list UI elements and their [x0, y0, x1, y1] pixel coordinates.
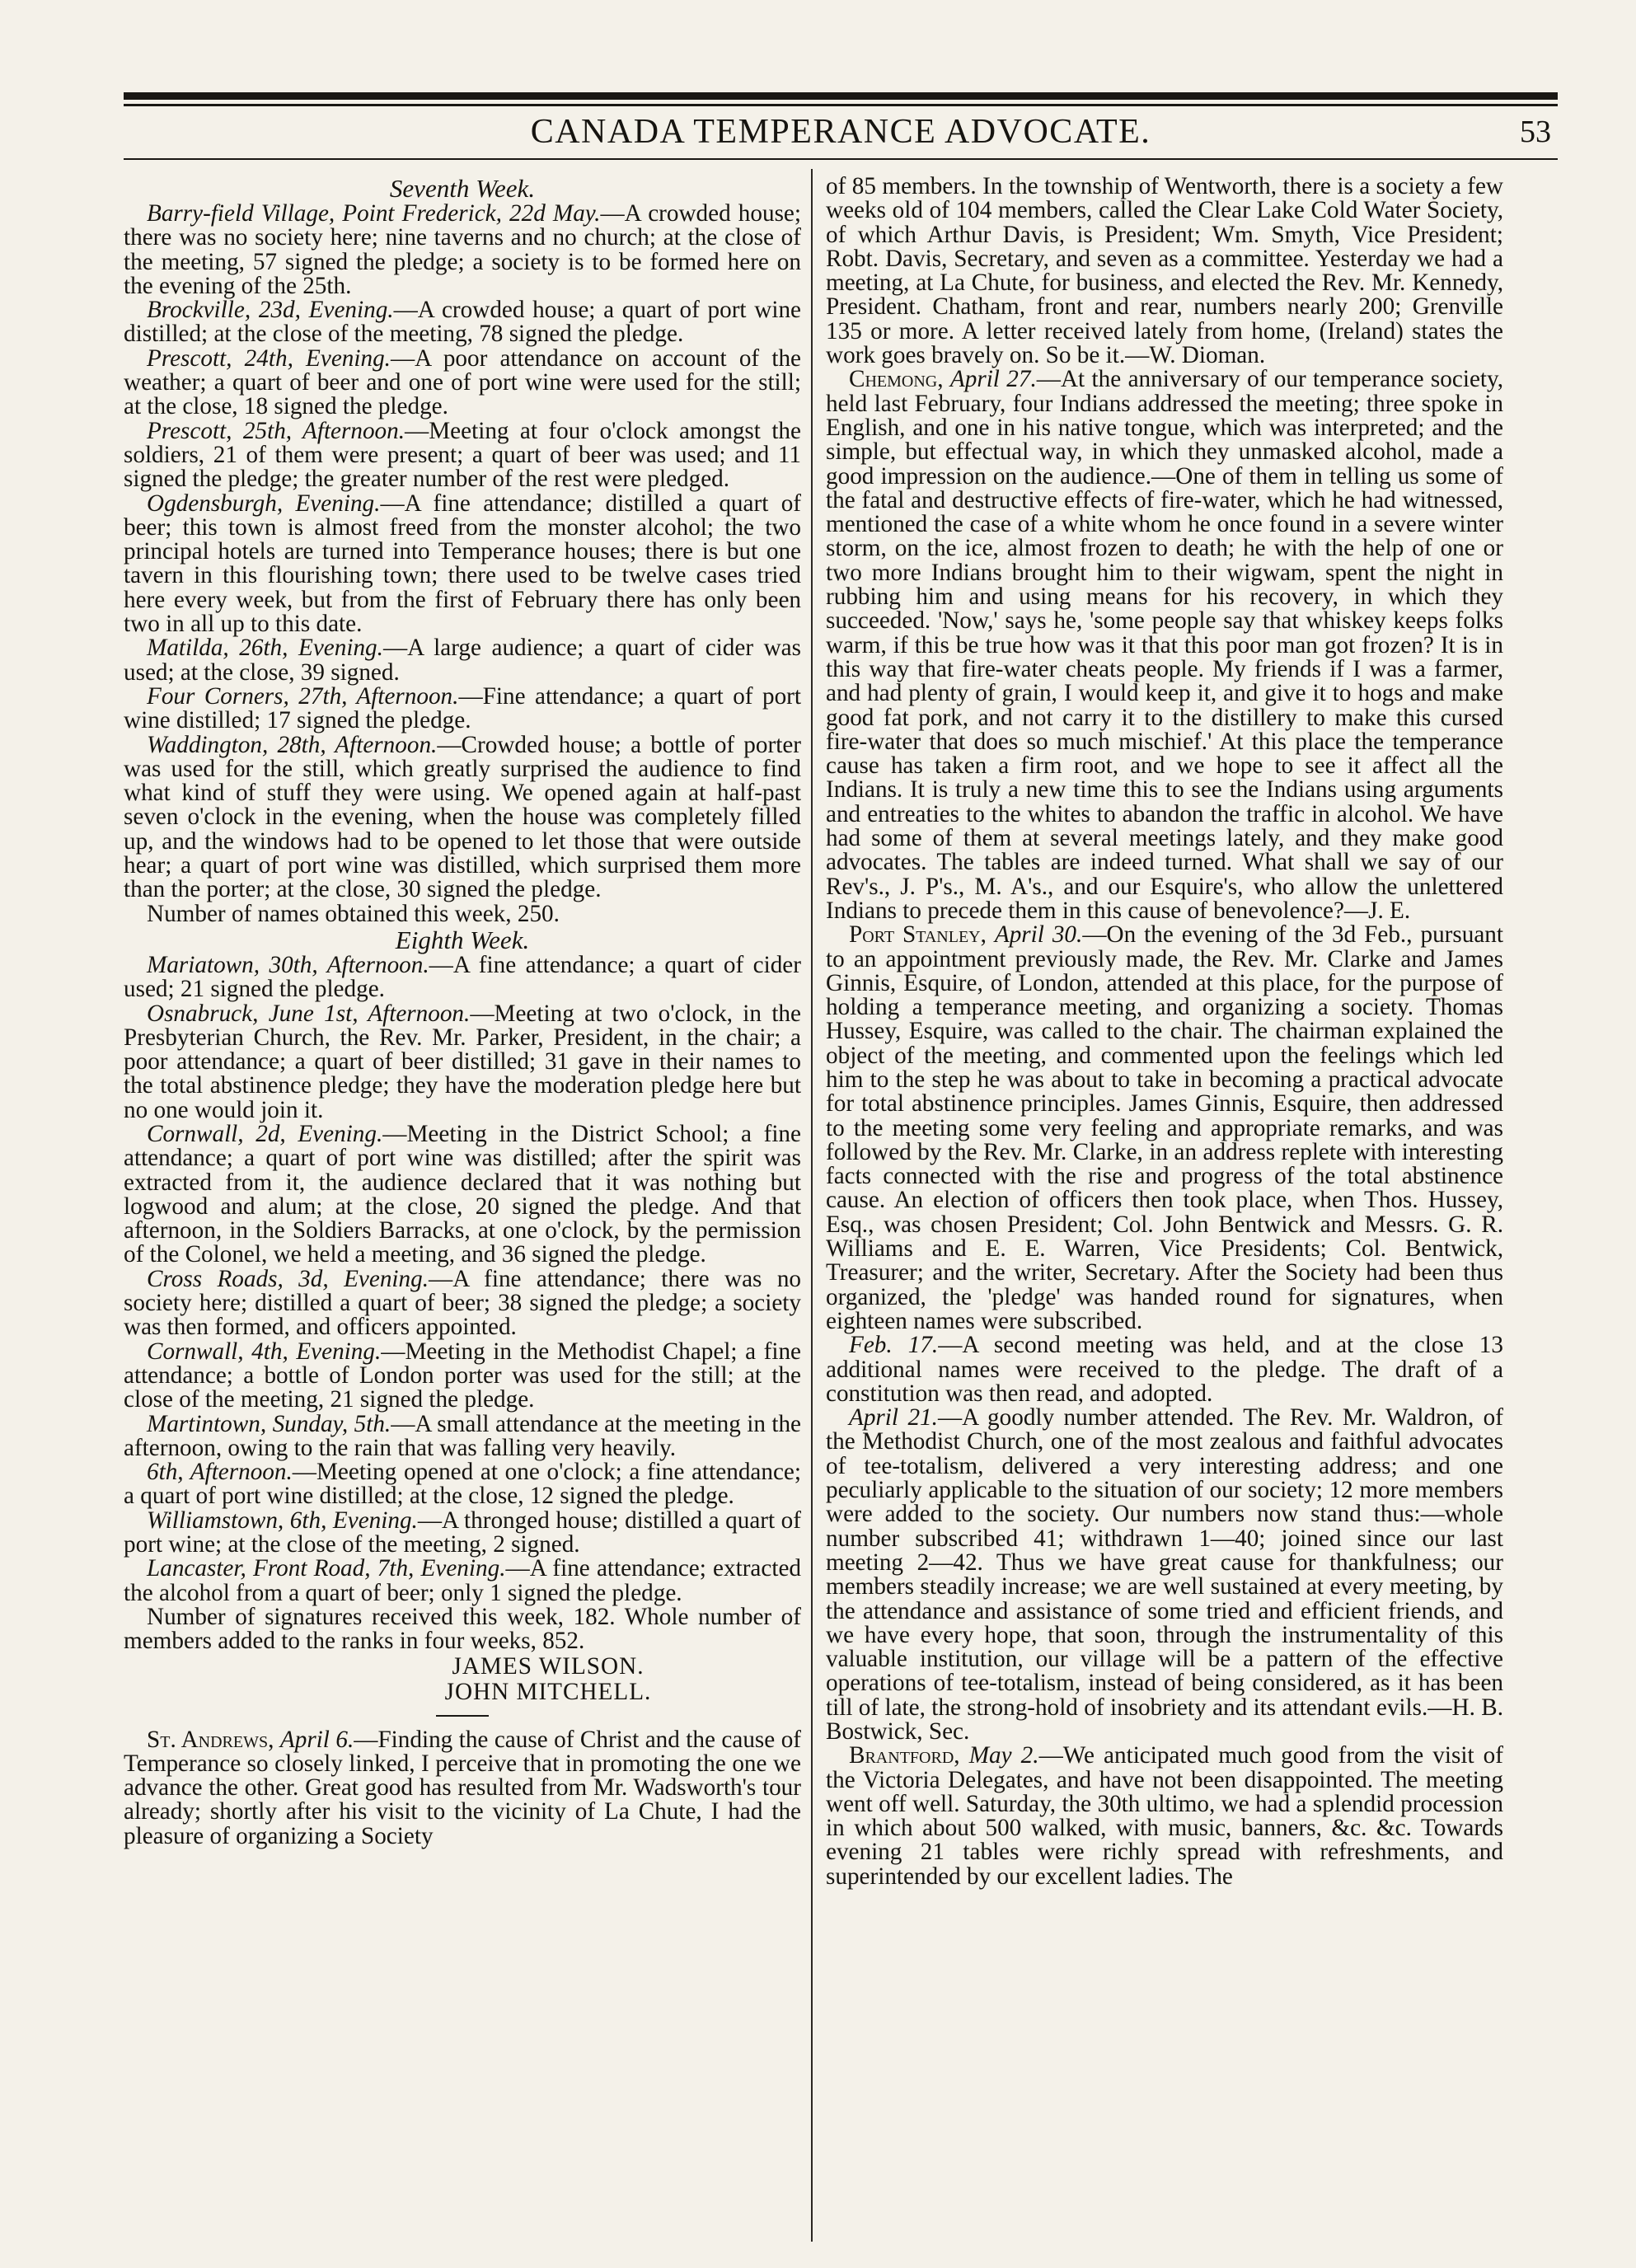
report-entry: Cornwall, 4th, Evening.—Meeting in the Methodist Chapel; a fine attendance; a bottle of London porter was used for the still; at the close of the meeting, 21 signed the pledge. — [124, 1338, 801, 1413]
report-entry: Four Corners, 27th, Afternoon.—Fine attendance; a quart of port wine distilled; 17 signed the pledge. — [124, 682, 801, 734]
running-header — [124, 110, 1558, 157]
report-entry: Matilda, 26th, Evening.—A large audience; a quart of cider was used; at the close, 39 signed. — [124, 635, 801, 686]
page-title: CANADA TEMPERANCE ADVOCATE. — [530, 113, 1151, 151]
letter-entry: Feb. 17.—A second meeting was held, and at the close 13 additional names were received to the pledge. The draft of a constitution was then read, and adopted. — [826, 1332, 1503, 1407]
weekly-total: Number of names obtained this week, 250. — [147, 900, 560, 927]
letter-entry: Port Stanley, April 30.—On the evening of the 3d Feb., pursuant to an appointment previously made, the Rev. Mr. Clarke and James Ginnis, Esquire, of London, attended at this place, for the purpose of holding a temperance meeting, and organizing a society. Thomas Hussey, Esquire, was called to the chair. The chairman explained the object of the meeting, and commented upon the feelings which led him to the step he was about to take in becoming a practical advocate for total abstinence principles. James Ginnis, Esquire, then addressed to the meeting some very feeling and appropriate remarks, and was followed by the Rev. Mr. Clarke, in an address replete with interesting facts connected with the rise and progress of the total abstinence cause. An election of officers then took place, when Thos. Hussey, Esq., was chosen President; Col. John Bentwick and Messrs. G. R. Williams and E. E. Warren, Vice Presidents; Col. Bentwick, Treasurer; and the writer, Secretary. After the Society had been thus organized, the 'pledge' was handed round for signatures, when eighteen names were subscribed. — [826, 921, 1504, 1334]
report-entry: Williamstown, 6th, Evening.—A thronged house; distilled a quart of port wine; at the close of the meeting, 2 signed. — [124, 1507, 801, 1558]
section-separator — [436, 1715, 489, 1717]
report-entry: 6th, Afternoon.—Meeting opened at one o'clock; a fine attendance; a quart of port wine distilled; at the close, 12 signed the pledge. — [124, 1459, 801, 1510]
top-thick-rule — [124, 92, 1558, 100]
letter-entry: Brantford, May 2.—We anticipated much good from the visit of the Victoria Delegates, and have not been disappointed. The meeting went off well. Saturday, the 30th ultimo, we had a splendid procession in which about 500 walked, with music, banners, &c. &c. Towards evening 21 tables were richly spread with refreshments, and superintended by our excellent ladies. The — [826, 1742, 1503, 1890]
header-rule — [124, 158, 1558, 160]
right-column — [826, 175, 1503, 1889]
page-number: 53 — [1520, 115, 1551, 149]
letter-entry: April 21.—A goodly number attended. The Rev. Mr. Waldron, of the Methodist Church, one of the most zealous and faithful advocates of tee-totalism, delivered a very interesting address; and one peculiarly applicable to the situation of our society; 12 more members were added to the society. Our numbers now stand thus:—whole number subscribed 41; withdrawn 1—40; joined since our last meeting 2—42. Thus we have great cause for thankfulness; our members steadily increase; we are well sustained at every meeting, by the attendance and assistance of some tried and efficient friends, and we have every hope, that soon, through the instrumentality of this valuable institution, our village will be a pattern of the effective operations of tee-totalism, instead of being considered, as it has been till of late, the strong-hold of insobriety and its attendant evils.—H. B. Bostwick, Sec. — [826, 1404, 1504, 1745]
section-heading: Eighth Week. — [395, 925, 530, 954]
report-entry: Prescott, 25th, Afternoon.—Meeting at four o'clock amongst the soldiers, 21 of them were present; a quart of beer was used; and 11 signed the pledge; the greater number of the rest were pledged. — [124, 417, 801, 493]
report-entry: Brockville, 23d, Evening.—A crowded house; a quart of port wine distilled; at the close of the meeting, 78 signed the pledge. — [124, 297, 801, 348]
report-entry: Barry-field Village, Point Frederick, 22d May.—A crowded house; there was no society here; nine taverns and no church; at the close of the meeting, 57 signed the pledge; a society is to be formed here on the evening of the 25th. — [124, 200, 801, 299]
letter-entry: Chemong, April 27.—At the anniversary of our temperance society, held last February, four Indians addressed the meeting; three spoke in English, and one in his native tongue, which was interpreted; and the simple, but effectual way, in which they unmasked alcohol, made a good impression on the audience.—One of them in telling us some of the fatal and destructive effects of fire-water, which he had witnessed, mentioned the case of a white whom he once found in a severe winter storm, on the ice, almost frozen to death; he with the help of one or two more Indians brought him to their wigwam, spent the night in rubbing him and using means for his recovery, in which they succeeded. 'Now,' says he, 'some people say that whiskey keeps folks warm, if this be true how was it that this poor man got frozen? It is in this way that fire-water cheats people. My friends if I was a farmer, and had plenty of grain, I would keep it, and give it to hogs and make good fat pork, and not carry it to the distillery to make this cursed fire-water that does so much mischief.' At this place the temperance cause has taken a firm root, and we hope to see it affect all the Indians. It is truly a new time this to see the Indians using arguments and entreaties to the whites to abandon the traffic in alcohol. We have had some of them at several meetings lately, and they make good advocates. The tables are indeed turned. What shall we say of our Rev's., J. P's., M. A's., and our Esquire's, who allow the unlettered Indians to precede them in this cause of benevolence?—J. E. — [826, 366, 1503, 924]
left-column — [124, 175, 801, 1849]
letter-entry: St. Andrews, April 6.—Finding the cause of Christ and the cause of Temperance so closely linked, I perceive that in promoting the one we advance the other. Great good has resulted from Mr. Wadsworth's tour already; shortly after his visit to the vicinity of La Chute, I had the pleasure of organizing a Society — [124, 1726, 802, 1849]
report-entry: Mariatown, 30th, Afternoon.—A fine attendance; a quart of cider used; 21 signed the pledge. — [124, 951, 801, 1003]
report-entry: Martintown, Sunday, 5th.—A small attendance at the meeting in the afternoon, owing to the rain that was falling very heavily. — [124, 1410, 802, 1461]
report-entry: Prescott, 24th, Evening.—A poor attendance on account of the weather; a quart of beer and one of port wine were used for the still; at the close, 18 signed the pledge. — [124, 344, 801, 420]
top-thin-rule — [124, 104, 1558, 106]
report-entry: Ogdensburgh, Evening.—A fine attendance; distilled a quart of beer; this town is almost freed from the monster alcohol; the two principal hotels are turned into Temperance houses; there is but one tavern in this flourishing town; there used to be twelve cases tried here every week, but from the first of February there has only been two in all up to this date. — [124, 490, 802, 638]
report-entry: Cross Roads, 3d, Evening.—A fine attendance; there was no society here; distilled a quart of beer; 38 signed the pledge; a society was then formed, and officers appointed. — [124, 1265, 802, 1341]
report-entry: Lancaster, Front Road, 7th, Evening.—A fine attendance; extracted the alcohol from a quart of beer; only 1 signed the pledge. — [124, 1555, 801, 1606]
report-entry: Waddington, 28th, Afternoon.—Crowded house; a bottle of porter was used for the still, which greatly surprised the audience to find what kind of stuff they were using. We opened again at half-past seven o'clock in the evening, when the house was completely filled up, and the windows had to be opened to let those that were outside hear; a quart of port wine was distilled, which surprised them more than the porter; at the close, 30 signed the pledge. — [124, 731, 802, 903]
section-heading: Seventh Week. — [389, 174, 536, 203]
letter-continuation: of 85 members. In the township of Wentworth, there is a society a few weeks old of 104 members, called the Clear Lake Cold Water Society, of which Arthur Davis, is President; Wm. Smyth, Vice President; Robt. Davis, Secretary, and seven as a committee. Yesterday we had a meeting, at La Chute, for business, and elected the Rev. Mr. Kennedy, President. Chatham, front and rear, numbers nearly 200; Grenville 135 or more. A letter received lately from home, (Ireland) states the work goes bravely on. So be it.—W. Dioman. — [826, 173, 1503, 369]
signature: JAMES WILSON. — [452, 1652, 645, 1680]
column-divider — [811, 169, 813, 2242]
weekly-total: Number of signatures received this week, 182. Whole number of members added to the ranks in four weeks, 852. — [124, 1603, 801, 1655]
report-entry: Osnabruck, June 1st, Afternoon.—Meeting at two o'clock, in the Presbyterian Church, the Rev. Mr. Parker, President, in the chair; a poor attendance; a quart of beer distilled; 31 gave in their names to the total abstinence pledge; they have the moderation pledge here but no one would join it. — [124, 1000, 801, 1123]
report-entry: Cornwall, 2d, Evening.—Meeting in the District School; a fine attendance; a quart of port wine was distilled; after the spirit was extracted from it, the audience declared that it was nothing but logwood and alum; at the close, 20 signed the pledge. And that afternoon, in the Soldiers Barracks, at one o'clock, by the permission of the Colonel, we held a meeting, and 36 signed the pledge. — [124, 1120, 801, 1268]
signature: JOHN MITCHELL. — [444, 1678, 652, 1705]
